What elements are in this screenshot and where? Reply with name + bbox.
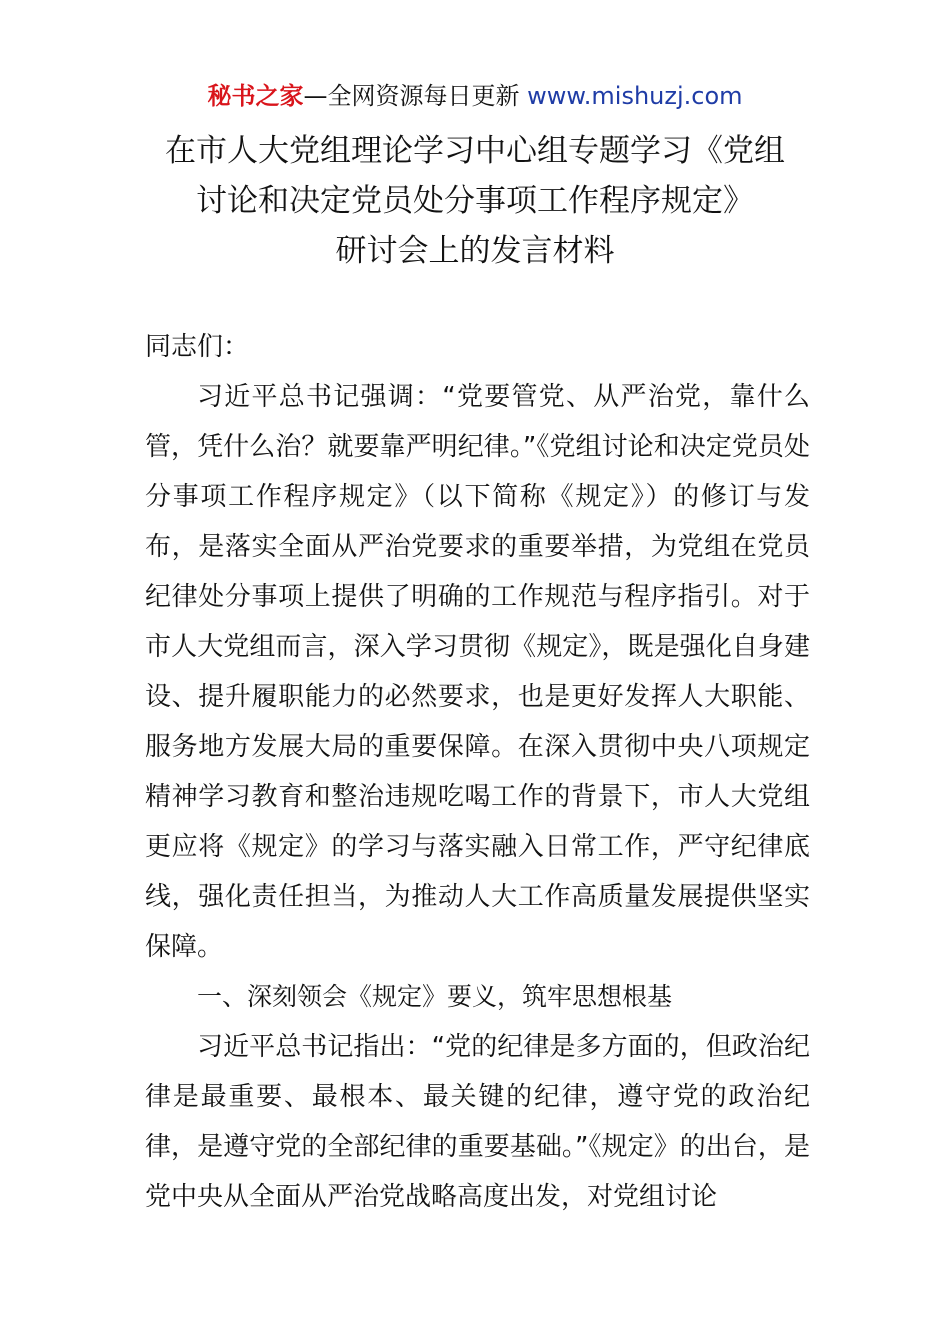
site-url-link[interactable]: www.mishuzj.com <box>527 82 743 110</box>
title-line-1: 在市人大党组理论学习中心组专题学习《党组 <box>165 133 785 169</box>
document-body <box>145 322 810 1222</box>
title-line-2: 讨论和决定党员处分事项工作程序规定》 <box>196 183 754 219</box>
document-title <box>120 126 830 276</box>
title-line-3: 研讨会上的发言材料 <box>335 233 615 269</box>
paragraph-section-1: 习近平总书记指出：“党的纪律是多方面的，但政治纪律是最重要、最根本、最关键的纪律，遵守党的政治纪律，是遵守党的全部纪律的重要基础。”《规定》的出台，是党中央从全面从严治党战略高度出发，对党组讨论 <box>145 1032 810 1212</box>
site-header <box>0 80 950 112</box>
section-heading-1: 一、深刻领会《规定》要义，筑牢思想根基 <box>197 982 673 1011</box>
paragraph-intro: 习近平总书记强调：“党要管党、从严治党，靠什么管，凭什么治？就要靠严明纪律。”《党组讨论和决定党员处分事项工作程序规定》（以下简称《规定》）的修订与发布，是落实全面从严治党要求的重要举措，为党组在党员纪律处分事项上提供了明确的工作规范与程序指引。对于市人大党组而言，深入学习贯彻《规定》，既是强化自身建设、提升履职能力的必然要求，也是更好发挥人大职能、服务地方发展大局的重要保障。在深入贯彻中央八项规定精神学习教育和整治违规吃喝工作的背景下，市人大党组更应将《规定》的学习与落实融入日常工作，严守纪律底线，强化责任担当，为推动人大工作高质量发展提供坚实保障。 <box>145 382 810 962</box>
brand-name: 秘书之家 <box>207 82 304 110</box>
header-tagline: —全网资源每日更新 <box>303 82 528 110</box>
salutation: 同志们： <box>145 332 250 362</box>
